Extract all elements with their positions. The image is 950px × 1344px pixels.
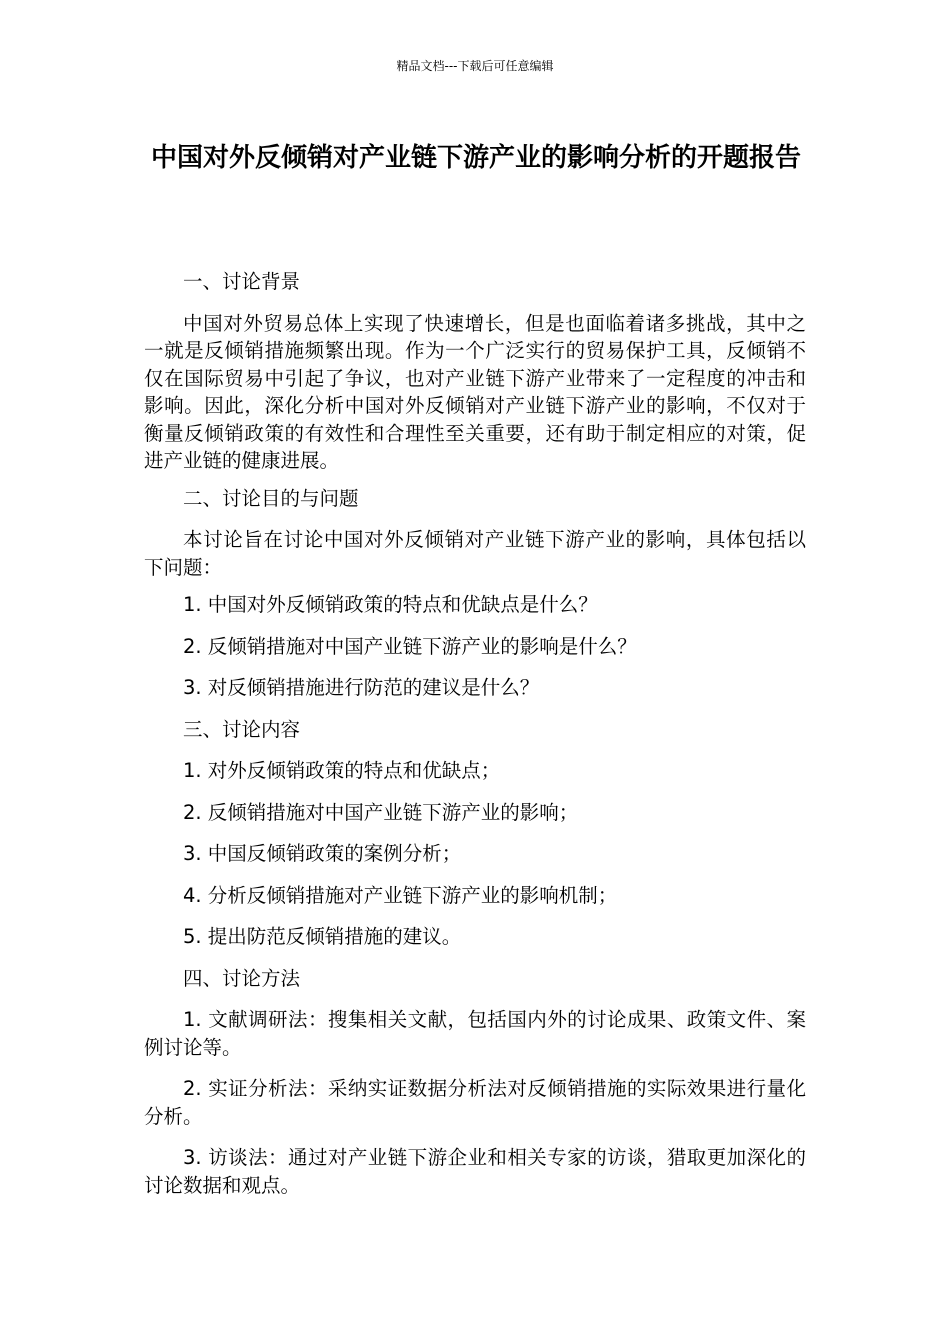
content-item-5: 5. 提出防范反倾销措施的建议。 xyxy=(183,925,462,948)
content-item-3: 3. 中国反倾销政策的案例分析； xyxy=(183,842,462,865)
question-item-3: 3. 对反倾销措施进行防范的建议是什么？ xyxy=(183,676,540,699)
paragraph-purpose: 本讨论旨在讨论中国对外反倾销对产业链下游产业的影响，具体包括以下问题： xyxy=(144,528,806,579)
content-item-1: 1. 对外反倾销政策的特点和优缺点； xyxy=(183,759,501,782)
question-item-2: 2. 反倾销措施对中国产业链下游产业的影响是什么？ xyxy=(183,634,637,658)
document-title: 中国对外反倾销对产业链下游产业的影响分析的开题报告 xyxy=(150,143,801,173)
paragraph-background: 中国对外贸易总体上实现了快速增长，但是也面临着诸多挑战，其中之一就是反倾销措施频繁出现。作为一个广泛实行的贸易保护工具，反倾销不仅在国际贸易中引起了争议，也对产业链下游产业带来了一定程度的冲击和影响。因此，深化分析中国对外反倾销对产业链下游产业的影响，不仅对于衡量反倾销政策的有效性和合理性至关重要，还有助于制定相应的对策，促进产业链的健康进展。 xyxy=(144,311,806,472)
method-item-3: 3. 访谈法：通过对产业链下游企业和相关专家的访谈，猎取更加深化的讨论数据和观点。 xyxy=(144,1146,806,1197)
question-item-1: 1. 中国对外反倾销政策的特点和优缺点是什么？ xyxy=(183,593,598,616)
content-item-4: 4. 分析反倾销措施对产业链下游产业的影响机制； xyxy=(183,883,618,907)
document-body xyxy=(144,268,806,1213)
section-heading-content: 三、讨论内容 xyxy=(183,717,301,741)
page-header: 精品文档---下载后可任意编辑 xyxy=(396,59,554,73)
section-heading-background: 一、讨论背景 xyxy=(183,270,301,293)
method-item-2: 2. 实证分析法：采纳实证数据分析法对反倾销措施的实际效果进行量化分析。 xyxy=(144,1077,806,1128)
section-heading-methods: 四、讨论方法 xyxy=(183,966,301,990)
method-item-1: 1. 文献调研法：搜集相关文献，包括国内外的讨论成果、政策文件、案例讨论等。 xyxy=(144,1008,806,1059)
section-heading-purpose: 二、讨论目的与问题 xyxy=(183,486,359,510)
content-item-2: 2. 反倾销措施对中国产业链下游产业的影响； xyxy=(183,800,579,824)
